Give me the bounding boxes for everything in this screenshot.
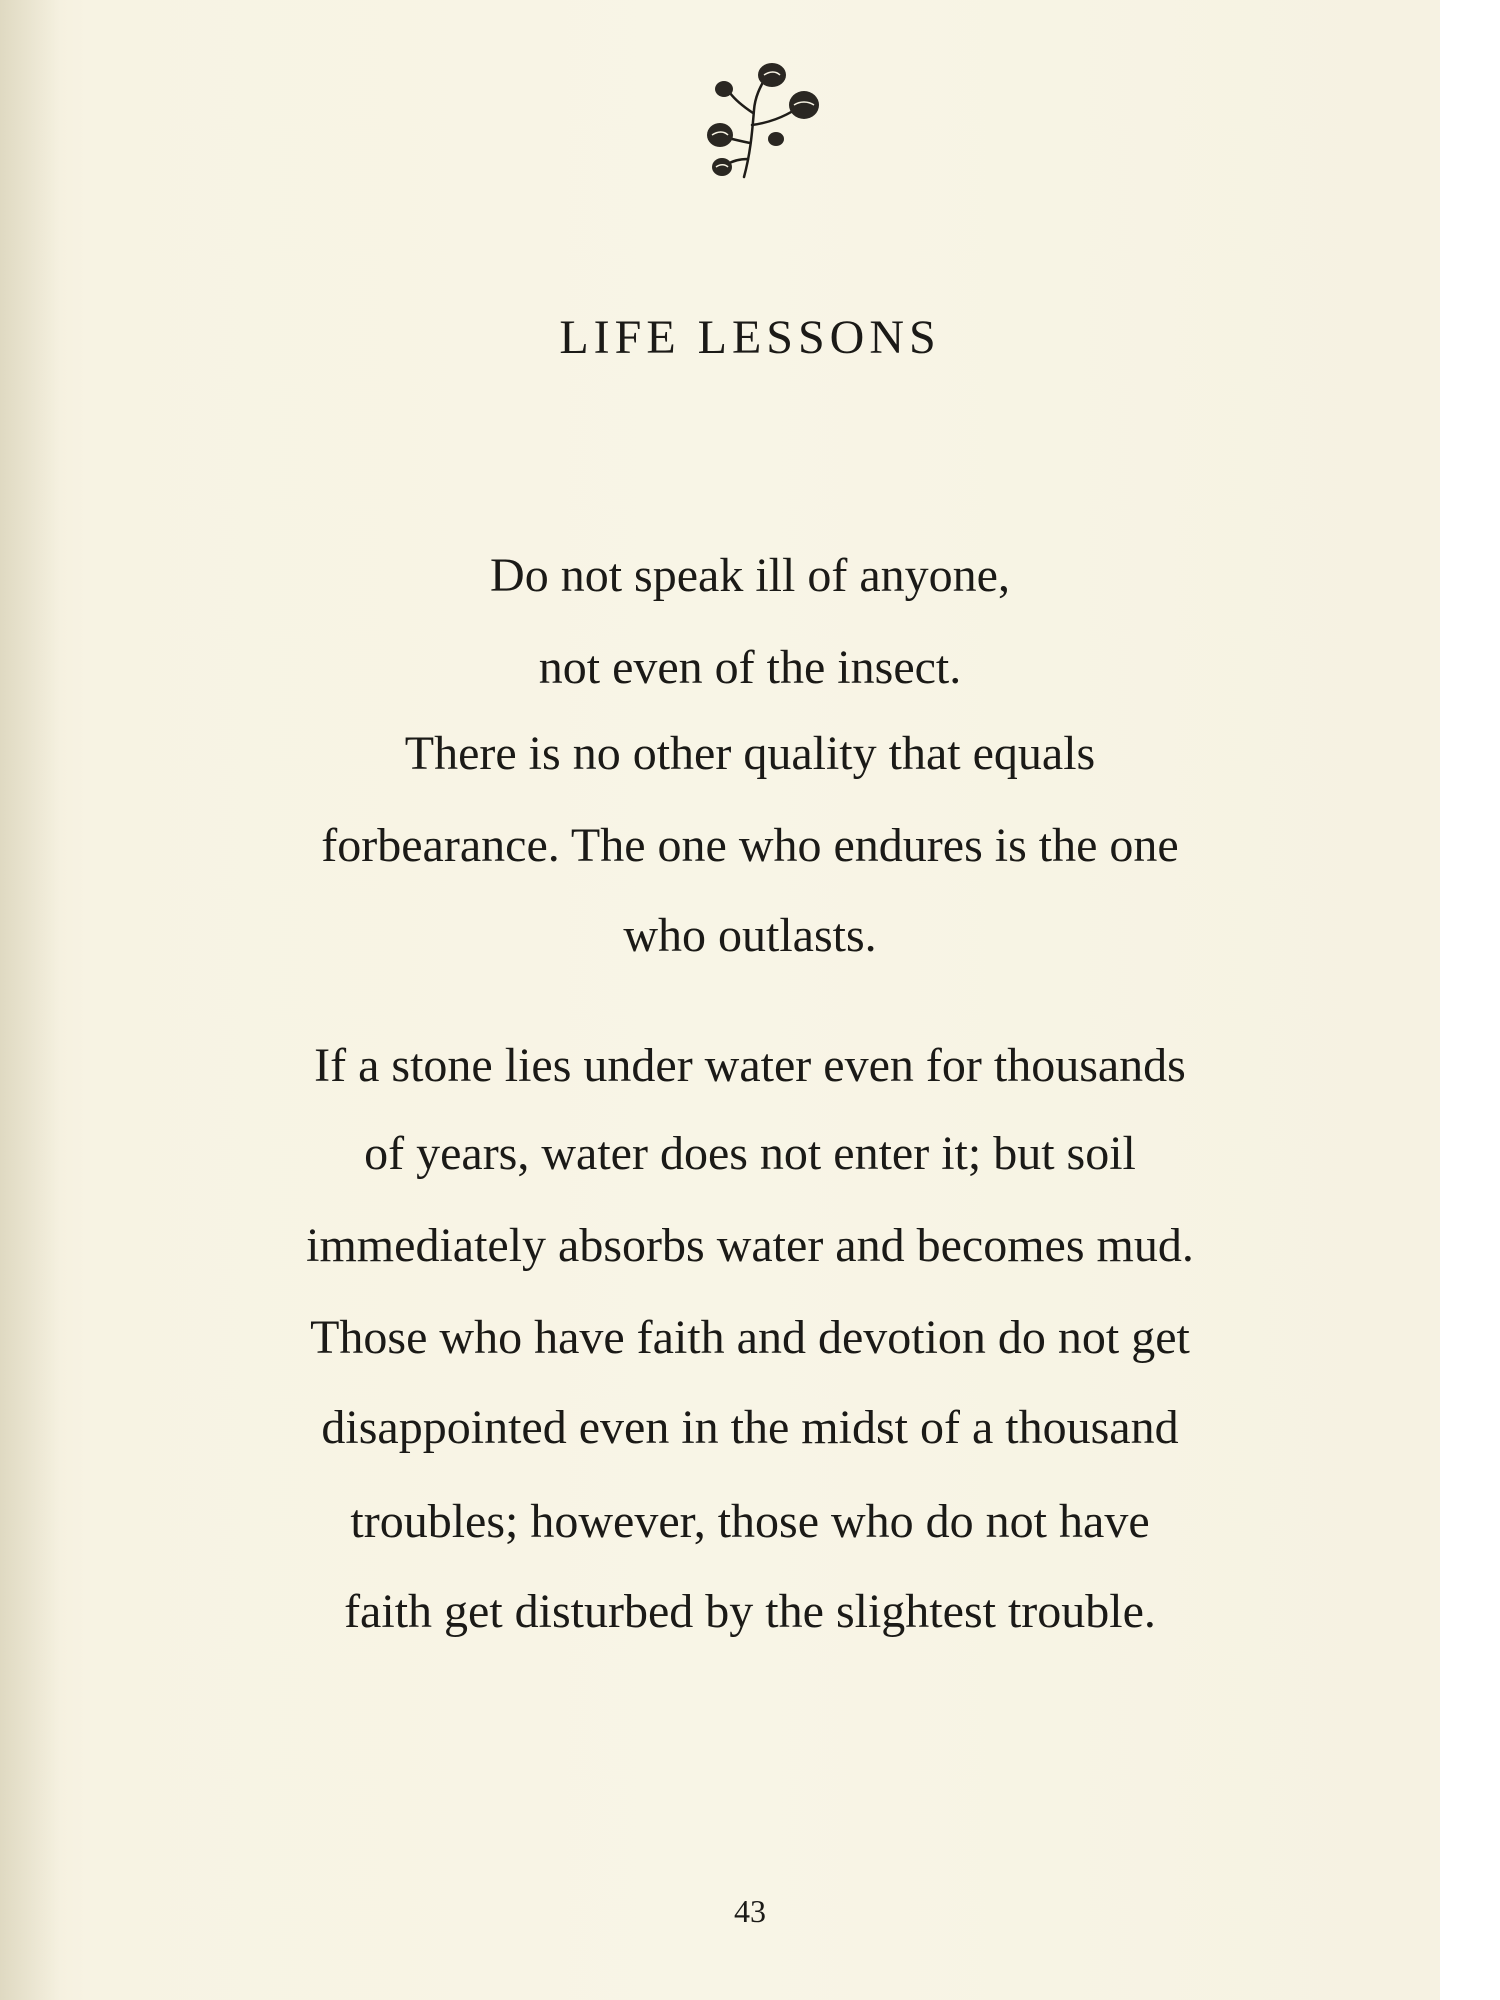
text-line: There is no other quality that equals: [404, 727, 1096, 780]
text-line: Those who have faith and devotion do not get: [310, 1311, 1190, 1364]
text-line: If a stone lies under water even for thousands: [314, 1039, 1186, 1092]
page-number: 43: [734, 1893, 766, 1929]
text-line: Do not speak ill of anyone,: [490, 549, 1010, 602]
text-line: of years, water does not enter it; but soil: [364, 1127, 1136, 1180]
text-line: who outlasts.: [623, 909, 877, 962]
page-title: LIFE LESSONS: [559, 311, 941, 364]
page-shadow: [0, 0, 60, 2000]
text-line: troubles; however, those who do not have: [350, 1495, 1150, 1548]
text-line: faith get disturbed by the slightest trouble.: [344, 1585, 1156, 1638]
text-line: forbearance. The one who endures is the one: [321, 819, 1179, 872]
text-line: not even of the insect.: [538, 641, 962, 694]
leaf-sprig-icon: [680, 55, 830, 185]
text-line: immediately absorbs water and becomes mud.: [306, 1219, 1194, 1272]
text-line: disappointed even in the midst of a thousand: [321, 1401, 1179, 1454]
